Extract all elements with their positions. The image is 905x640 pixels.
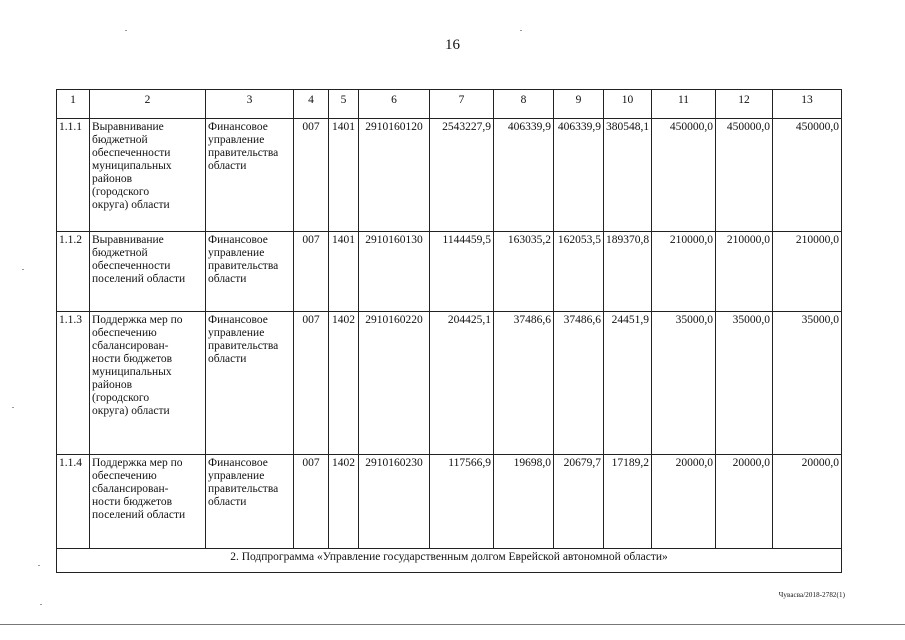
- table-row: [57, 232, 842, 312]
- table-row: [57, 119, 842, 232]
- row-number: 1.1.3: [57, 312, 90, 455]
- cell-total: 1144459,5: [430, 232, 494, 312]
- cell-target-article: 2910160230: [359, 455, 430, 549]
- scan-speck: [22, 269, 24, 270]
- table-row: [57, 455, 842, 549]
- cell-grbs: 007: [294, 119, 329, 232]
- column-header: 12: [716, 90, 773, 119]
- scan-speck: [12, 407, 14, 408]
- column-header: 13: [773, 90, 842, 119]
- row-name: Выравнивание бюджетной обеспеченности муниципальных районов (городского округа) области: [90, 119, 206, 232]
- cell-year-value: 20679,7: [554, 455, 604, 549]
- cell-grbs: 007: [294, 312, 329, 455]
- cell-year-value: 37486,6: [494, 312, 554, 455]
- cell-section: 1402: [329, 312, 359, 455]
- budget-table: [56, 89, 842, 573]
- column-header: 5: [329, 90, 359, 119]
- cell-year-value: 35000,0: [652, 312, 716, 455]
- cell-year-value: 37486,6: [554, 312, 604, 455]
- cell-year-value: 20000,0: [652, 455, 716, 549]
- scan-speck: [40, 604, 42, 605]
- subprogram-row: [57, 549, 842, 573]
- cell-year-value: 450000,0: [773, 119, 842, 232]
- row-executor: Финансовое управление правительства области: [206, 312, 294, 455]
- cell-year-value: 189370,8: [604, 232, 652, 312]
- row-name: Поддержка мер по обеспечению сбалансирован- ности бюджетов муниципальных районов (городского округа) области: [90, 312, 206, 455]
- row-executor: Финансовое управление правительства области: [206, 232, 294, 312]
- column-header: 9: [554, 90, 604, 119]
- cell-year-value: 406339,9: [494, 119, 554, 232]
- cell-target-article: 2910160120: [359, 119, 430, 232]
- cell-year-value: 163035,2: [494, 232, 554, 312]
- cell-year-value: 210000,0: [716, 232, 773, 312]
- cell-year-value: 19698,0: [494, 455, 554, 549]
- cell-year-value: 35000,0: [716, 312, 773, 455]
- cell-year-value: 20000,0: [716, 455, 773, 549]
- page-divider: [0, 624, 905, 625]
- column-header: 3: [206, 90, 294, 119]
- document-code: Чувасва/2018-2782(1): [778, 591, 845, 599]
- cell-year-value: 24451,9: [604, 312, 652, 455]
- cell-grbs: 007: [294, 455, 329, 549]
- cell-year-value: 17189,2: [604, 455, 652, 549]
- scan-speck: [125, 30, 127, 31]
- cell-year-value: 210000,0: [773, 232, 842, 312]
- column-header: 10: [604, 90, 652, 119]
- header-row: [57, 90, 842, 119]
- cell-target-article: 2910160130: [359, 232, 430, 312]
- row-executor: Финансовое управление правительства области: [206, 455, 294, 549]
- row-number: 1.1.2: [57, 232, 90, 312]
- cell-year-value: 380548,1: [604, 119, 652, 232]
- cell-section: 1401: [329, 232, 359, 312]
- table-row: [57, 312, 842, 455]
- cell-year-value: 162053,5: [554, 232, 604, 312]
- cell-grbs: 007: [294, 232, 329, 312]
- column-header: 6: [359, 90, 430, 119]
- row-number: 1.1.4: [57, 455, 90, 549]
- cell-total: 117566,9: [430, 455, 494, 549]
- row-number: 1.1.1: [57, 119, 90, 232]
- cell-total: 2543227,9: [430, 119, 494, 232]
- column-header: 4: [294, 90, 329, 119]
- column-header: 8: [494, 90, 554, 119]
- subprogram-title: 2. Подпрограмма «Управление государственным долгом Еврейской автономной области»: [57, 549, 842, 573]
- cell-year-value: 406339,9: [554, 119, 604, 232]
- row-name: Поддержка мер по обеспечению сбалансирован- ности бюджетов поселений области: [90, 455, 206, 549]
- scan-speck: [38, 565, 40, 566]
- cell-year-value: 35000,0: [773, 312, 842, 455]
- cell-year-value: 210000,0: [652, 232, 716, 312]
- column-header: 1: [57, 90, 90, 119]
- cell-target-article: 2910160220: [359, 312, 430, 455]
- cell-total: 204425,1: [430, 312, 494, 455]
- row-name: Выравнивание бюджетной обеспеченности поселений области: [90, 232, 206, 312]
- column-header: 7: [430, 90, 494, 119]
- cell-year-value: 20000,0: [773, 455, 842, 549]
- cell-year-value: 450000,0: [652, 119, 716, 232]
- cell-section: 1401: [329, 119, 359, 232]
- cell-year-value: 450000,0: [716, 119, 773, 232]
- cell-section: 1402: [329, 455, 359, 549]
- column-header: 11: [652, 90, 716, 119]
- scan-speck: [520, 30, 522, 31]
- page-number: 16: [445, 37, 460, 53]
- column-header: 2: [90, 90, 206, 119]
- row-executor: Финансовое управление правительства области: [206, 119, 294, 232]
